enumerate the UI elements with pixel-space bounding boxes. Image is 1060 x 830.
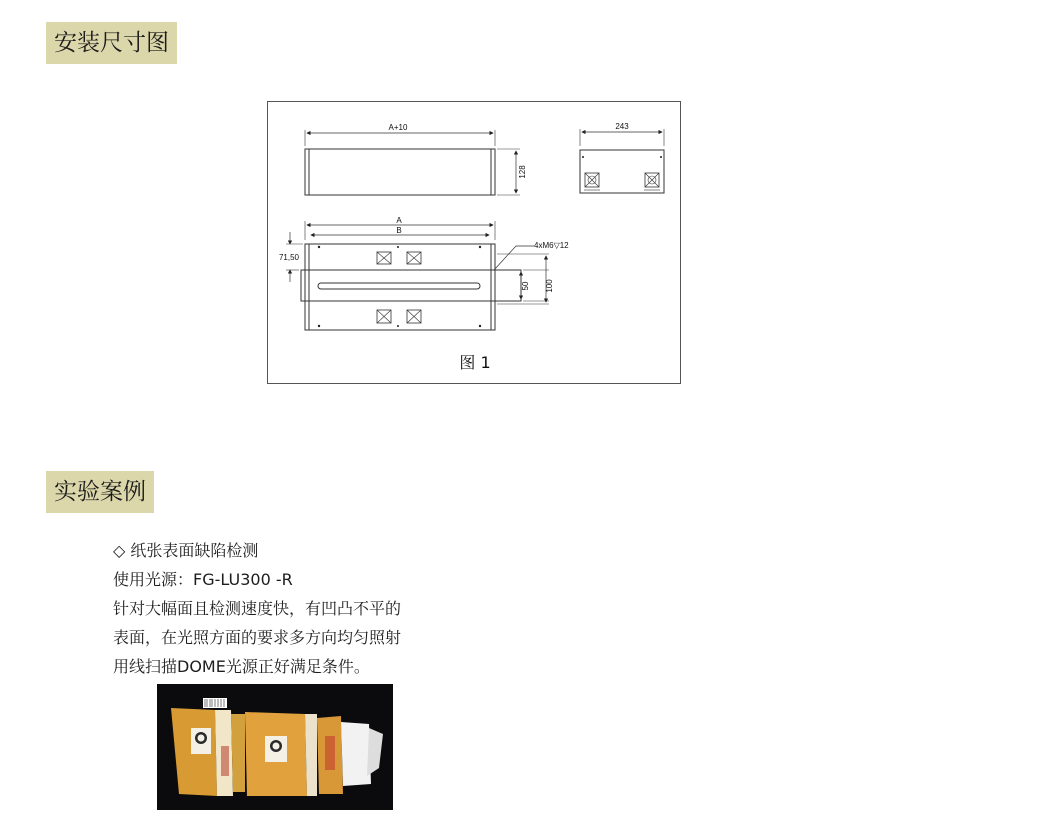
case-heading: ◇ 纸张表面缺陷检测 (113, 541, 259, 560)
dim-b: B (396, 226, 402, 235)
case-description (113, 536, 443, 681)
dim-243: 243 (615, 122, 629, 131)
front-view (305, 130, 520, 195)
dim-128: 128 (518, 165, 527, 179)
case-text-line: 针对大幅面且检测速度快，有凹凸不平的 (113, 599, 402, 618)
dim-a-plus-10: A+10 (388, 123, 408, 132)
case-text-line: 用线扫描DOME光源正好满足条件。 (113, 657, 370, 676)
case-text-line: 表面，在光照方面的要求多方向均匀照射 (113, 628, 402, 647)
sample-photo (157, 684, 393, 810)
installation-dimension-drawing (267, 101, 681, 384)
side-view (580, 129, 664, 193)
section-title-install: 安装尺寸图 (46, 22, 177, 64)
dim-a: A (396, 216, 402, 225)
dim-71-50: 71,50 (278, 253, 300, 262)
dim-screw-spec: 4xM6▽12 (534, 241, 569, 250)
case-light-source: 使用光源：FG-LU300 -R (113, 570, 293, 589)
figure-caption: 图 1 (459, 353, 491, 372)
dim-100: 100 (545, 279, 554, 293)
dim-50: 50 (521, 281, 530, 291)
plan-view (286, 221, 549, 330)
section-title-case: 实验案例 (46, 471, 154, 513)
